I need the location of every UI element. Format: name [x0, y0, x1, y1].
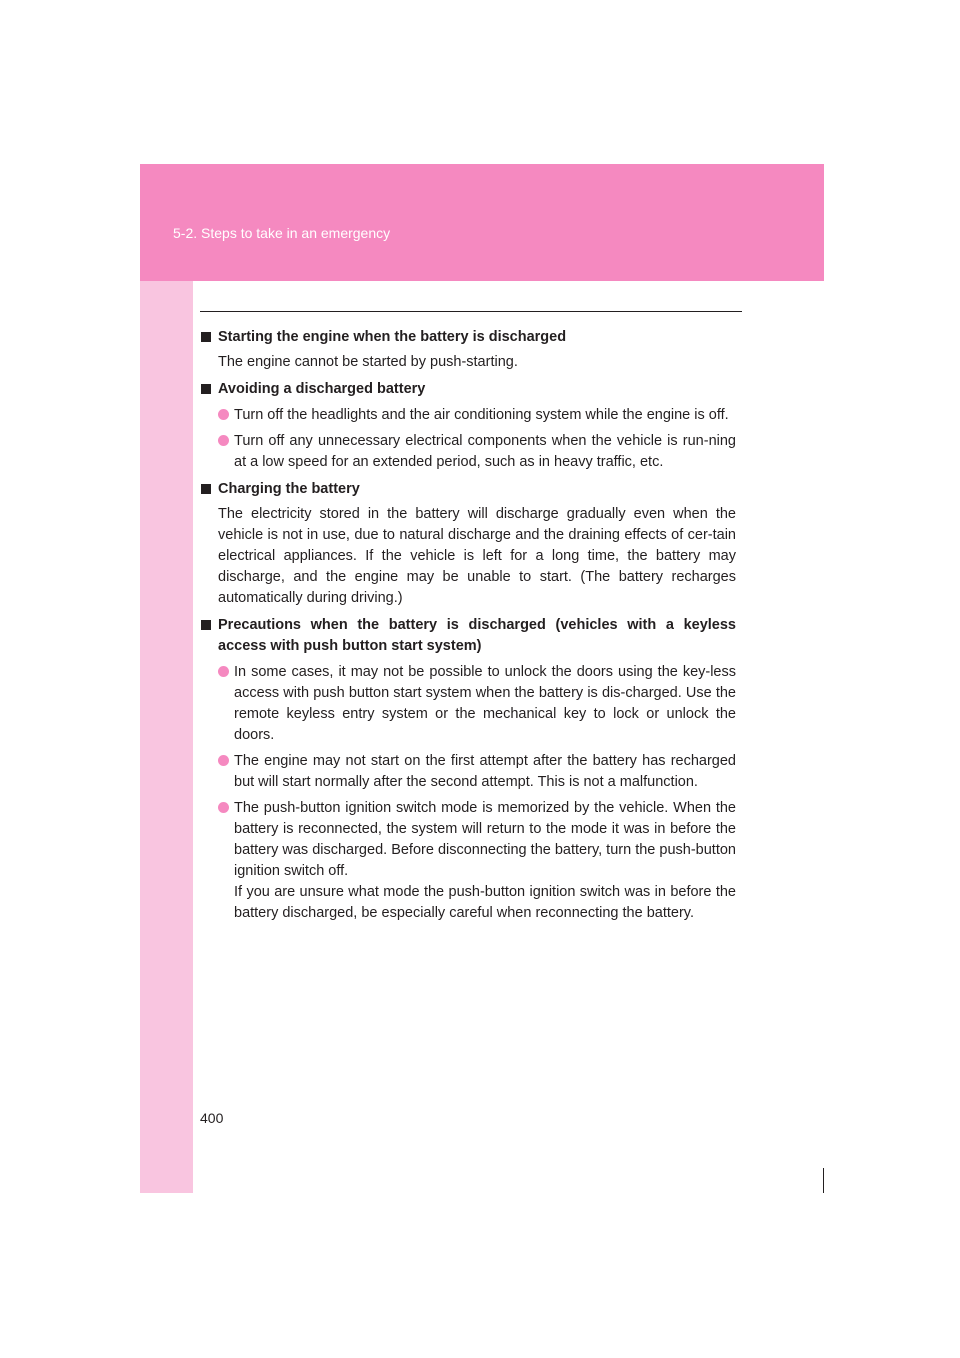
circle-bullet-icon [218, 435, 229, 446]
page-number: 400 [200, 1110, 224, 1126]
list-item: Turn off the headlights and the air conditioning system while the engine is off. [201, 405, 736, 426]
square-bullet-icon [201, 620, 211, 630]
page-header [140, 164, 824, 281]
circle-bullet-icon [218, 755, 229, 766]
section-title: 5-2. Steps to take in an emergency [173, 225, 391, 241]
header-rule [200, 311, 742, 312]
heading-avoiding-discharge: Avoiding a discharged battery [201, 379, 736, 400]
square-bullet-icon [201, 384, 211, 394]
body-starting-engine: The engine cannot be started by push-starting. [218, 354, 518, 370]
list-item: The push-button ignition switch mode is memorized by the vehicle. When the battery is reconnected, the system will return to the mode it was in before the battery was discharged. Before disconnecting the battery, turn the push-button ignition switch off. If you are unsure what mode the push-button ignition switch was in before the battery discharged, be especially careful when reconnecting the battery. [201, 798, 736, 924]
list-item: The engine may not start on the first attempt after the battery has recharged but will start normally after the second attempt. This is not a malfunction. [201, 751, 736, 793]
heading-charging: Charging the battery [201, 479, 736, 500]
page-content [201, 327, 736, 924]
heading-precautions: Precautions when the battery is discharged (vehicles with a keyless access with push button start system) [201, 615, 736, 657]
sidebar-tab [140, 164, 193, 1193]
list-item: In some cases, it may not be possible to unlock the doors using the key-less access with push button start system when the battery is dis-charged. Use the remote keyless entry system or the mechanical key to lock or unlock the doors. [201, 662, 736, 746]
list-item: Turn off any unnecessary electrical components when the vehicle is run-ning at a low speed for an extended period, such as in heavy traffic, etc. [201, 431, 736, 473]
circle-bullet-icon [218, 802, 229, 813]
circle-bullet-icon [218, 666, 229, 677]
body-charging: The electricity stored in the battery will discharge gradually even when the vehicle is not in use, due to natural discharge and the draining effects of cer-tain electrical appliances. If the vehicle is left for a long time, the battery may discharge, and the engine may be unable to start. (The battery recharges automatically during driving.) [218, 506, 736, 606]
heading-starting-engine: Starting the engine when the battery is discharged [201, 327, 736, 348]
square-bullet-icon [201, 332, 211, 342]
square-bullet-icon [201, 484, 211, 494]
list-item-continuation: If you are unsure what mode the push-button ignition switch was in before the battery discharged, be especially careful when reconnecting the battery. [234, 884, 736, 921]
crop-mark-br-v [823, 1168, 824, 1193]
circle-bullet-icon [218, 409, 229, 420]
